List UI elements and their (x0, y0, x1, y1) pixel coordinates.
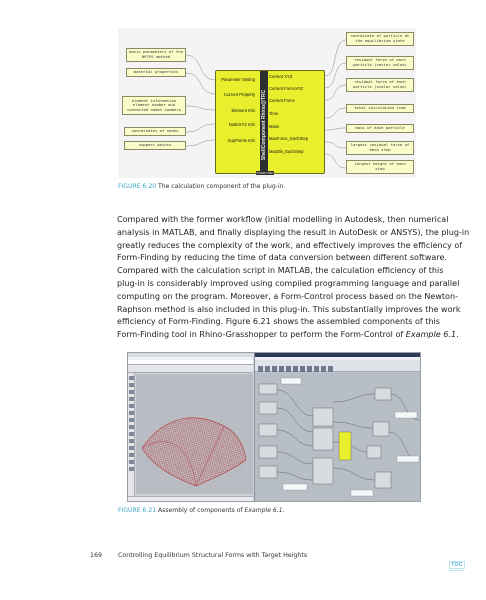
rhino-toolbar[interactable] (128, 365, 253, 373)
rhino-status-bar (128, 496, 253, 502)
running-title: Controlling Equilibrium Structural Forms with Target Heights (118, 552, 308, 559)
figure-6-21-caption-period: . (282, 507, 285, 514)
note-residual-force-scalar: residual force of each particle (scalar value) (346, 78, 414, 92)
rhino-perspective-viewport[interactable] (136, 374, 253, 494)
body-line: Compared with the calculation script in MATLAB, the calculation efficiency of this (117, 266, 444, 276)
component-band-label: ShellComponent Rhino@TRC (261, 89, 267, 161)
body-line: Raphson method is also included in this plug-in. This substantially improves the work (117, 304, 461, 314)
figure-6-20-caption-number: FIGURE 6.20 (118, 183, 157, 190)
input-current-property[interactable]: Current Property (224, 92, 255, 97)
output-current-xyz[interactable]: Current XYZ (269, 74, 293, 79)
body-line: greatly reduces the complexity of the work, and effectively improves the efficiency of (117, 240, 463, 250)
body-line: Compared with the former workflow (initial modelling in Autodesk, then numerical (117, 215, 449, 224)
note-mass-of-particle: mass of each particle (346, 124, 414, 133)
note-equilibrium-coordinate: coordinate of particle at the equilibrium state (346, 32, 414, 46)
figure-6-21-caption-number: FIGURE 6.21 (118, 507, 157, 514)
input-parameter-setting[interactable]: Parameter Setting (221, 77, 255, 82)
toc-underline (449, 570, 463, 571)
figure-6-20 (118, 28, 416, 178)
page-number: 169 (90, 552, 103, 559)
body-line: efficiency of Form-Finding. Figure 6.21 shows the assembled components of this (117, 317, 440, 327)
note-coordinates-of-nodes: coordinates of nodes (124, 127, 186, 136)
grasshopper-component-tabs[interactable] (255, 360, 421, 372)
output-mass[interactable]: Mass (269, 124, 280, 129)
figure-6-21 (127, 352, 421, 502)
body-line: analysis in MATLAB, and finally displaying the result in AutoDesk or ANSYS), the plug-in (117, 227, 470, 237)
body-paragraph (117, 214, 470, 342)
example-ref: Example 6.1 (405, 330, 457, 340)
figure-6-20-caption-text: The calculation component of the plug-in. (158, 183, 286, 190)
note-largest-height: largest height of each step (346, 160, 414, 174)
output-maxforce-eachstep[interactable]: MaxForce_EachStep (269, 136, 309, 141)
note-total-calculation-time: total calculation time (346, 104, 414, 113)
grasshopper-canvas[interactable] (255, 372, 421, 502)
body-last-text: Form-Finding tool in Rhino-Grasshopper to perform the Form-Control of (117, 330, 406, 340)
form-found-shell-mesh (136, 374, 253, 494)
output-maxdis-eachstep[interactable]: MaxDis_EachStep (269, 149, 304, 154)
rhino-side-icons (128, 373, 135, 500)
rhino-side-toolbar[interactable] (128, 373, 135, 500)
output-current-forcexyz[interactable]: Current ForceXYZ (269, 86, 303, 91)
body-line: computing on the program. Moreover, a Form-Control process based on the Newton- (117, 291, 458, 301)
grasshopper-window (254, 353, 421, 502)
form-finding-component[interactable] (215, 70, 325, 174)
toc-link[interactable]: TOC (451, 562, 463, 568)
body-line: plug-in is considerably improved using compiled programming language and parallel (117, 278, 460, 288)
figure-6-21-caption (118, 507, 285, 514)
input-suppoints-info[interactable]: SupPoints Info (227, 138, 255, 143)
body-last-period: . (456, 330, 459, 340)
note-support-points: support points (124, 141, 186, 150)
input-nodexyz-info[interactable]: NodeXYZ Info (228, 122, 255, 127)
input-element-info[interactable]: Element Info (231, 108, 255, 113)
grasshopper-definition (255, 372, 421, 502)
component-footer-label: FORM-FIND (256, 171, 274, 175)
note-basic-parameters: basic parameters of the NFCPS method (126, 48, 186, 62)
body-line-last (117, 329, 459, 342)
body-line: Form-Finding by reducing the time of data conversion between different software. (117, 253, 447, 263)
output-current-force[interactable]: Current Force (269, 98, 295, 103)
figure-6-20-caption (118, 183, 285, 190)
note-residual-force-vector: residual force of each particle (vector value) (346, 56, 414, 70)
figure-6-21-caption-text: Assembly of components of (158, 507, 245, 514)
figure-6-21-caption-ref: Example 6.1 (244, 507, 283, 514)
note-element-information: element information element number and connected nodes numbers (122, 96, 186, 115)
note-material-properties: material properties (126, 68, 186, 77)
output-time[interactable]: Time (269, 111, 279, 116)
note-largest-residual-force: largest residual force of each step (346, 141, 414, 155)
